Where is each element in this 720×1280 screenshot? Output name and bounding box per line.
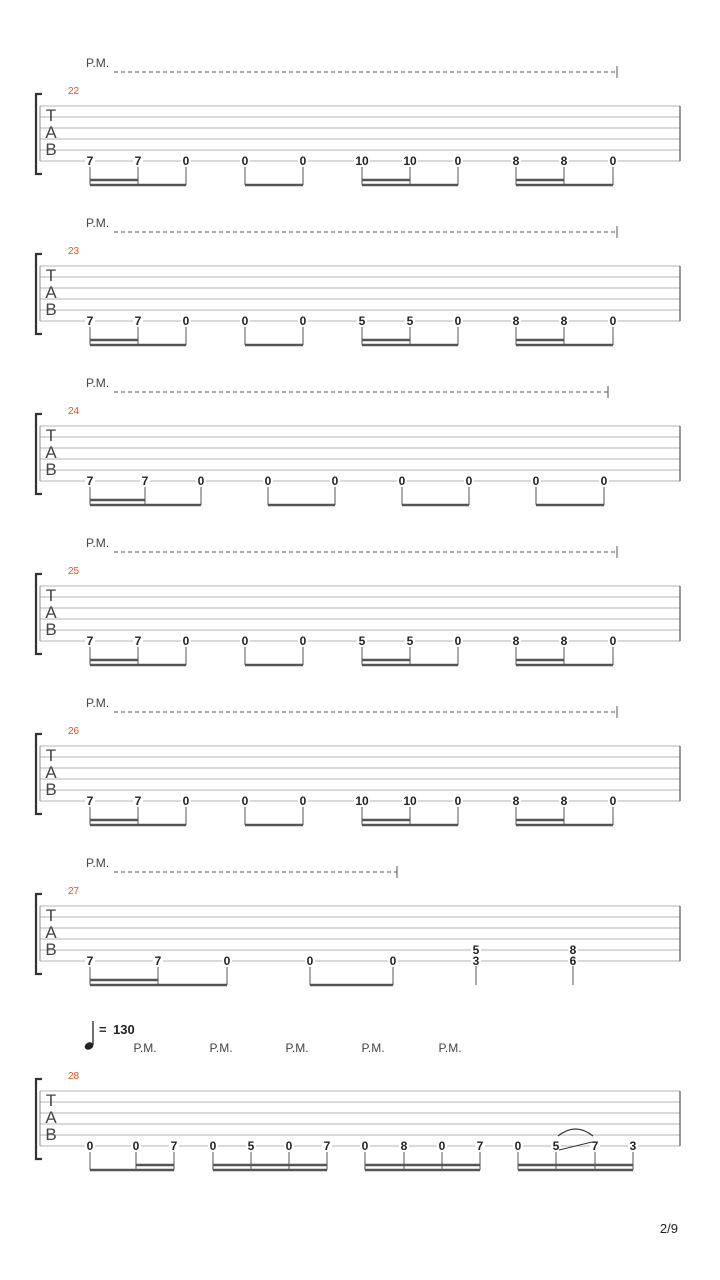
- fret-number: 10: [355, 794, 369, 808]
- fret-number: 0: [454, 634, 462, 648]
- fret-number: 0: [299, 794, 307, 808]
- system-bar-22: [36, 56, 680, 185]
- fret-number: 0: [438, 1139, 446, 1153]
- fret-number: 0: [241, 634, 249, 648]
- tempo-equals: =: [99, 1022, 107, 1037]
- fret-number: 7: [86, 314, 94, 328]
- bar-number: 26: [68, 726, 80, 737]
- fret-number: 8: [512, 314, 520, 328]
- fret-number: 8: [560, 314, 568, 328]
- fret-number: 7: [134, 154, 142, 168]
- fret-number: 0: [209, 1139, 217, 1153]
- fret-number: 7: [86, 474, 94, 488]
- fret-number: 7: [134, 314, 142, 328]
- fret-number: 7: [591, 1139, 599, 1153]
- fret-number: 7: [476, 1139, 484, 1153]
- tab-letter-b: B: [45, 460, 57, 479]
- fret-number: 5: [358, 634, 366, 648]
- fret-number: 0: [331, 474, 339, 488]
- fret-number: 0: [609, 634, 617, 648]
- fret-number: 0: [389, 954, 397, 968]
- fret-number: 7: [154, 954, 162, 968]
- fret-number: 0: [454, 314, 462, 328]
- fret-number: 0: [454, 154, 462, 168]
- tab-letter-a: A: [45, 1108, 57, 1127]
- system-bar-27: [36, 856, 680, 985]
- fret-number: 0: [600, 474, 608, 488]
- palm-mute-label: P.M.: [86, 536, 110, 550]
- palm-mute-label: P.M.: [86, 216, 110, 230]
- fret-number: 0: [299, 634, 307, 648]
- tab-letter-t: T: [45, 106, 57, 125]
- fret-number: 0: [197, 474, 205, 488]
- tab-letter-t: T: [45, 1091, 57, 1110]
- system-bar-25: [36, 536, 680, 665]
- fret-number: 8: [512, 154, 520, 168]
- fret-number: 8: [560, 154, 568, 168]
- fret-number: 0: [182, 634, 190, 648]
- fret-number: 3: [472, 954, 480, 968]
- tempo-bpm: 130: [113, 1022, 135, 1037]
- bar-number: 24: [68, 406, 80, 417]
- fret-number: 10: [355, 154, 369, 168]
- fret-number: 7: [86, 634, 94, 648]
- fret-number: 0: [398, 474, 406, 488]
- fret-number: 0: [241, 154, 249, 168]
- fret-number: 5: [358, 314, 366, 328]
- fret-number: 0: [299, 314, 307, 328]
- system-bar-23: [36, 216, 680, 345]
- tab-letter-a: A: [45, 123, 57, 142]
- fret-number: 8: [560, 634, 568, 648]
- fret-number: 7: [170, 1139, 178, 1153]
- page-number: 2/9: [659, 1221, 678, 1236]
- fret-number: 0: [223, 954, 231, 968]
- fret-number: 0: [306, 954, 314, 968]
- fret-number: 8: [569, 943, 577, 957]
- fret-number: 0: [264, 474, 272, 488]
- fret-number: 7: [141, 474, 149, 488]
- fret-number: 0: [609, 314, 617, 328]
- fret-number: 7: [86, 154, 94, 168]
- tab-letter-t: T: [45, 266, 57, 285]
- tab-letter-a: A: [45, 283, 57, 302]
- tab-letter-b: B: [45, 1125, 57, 1144]
- tab-letter-b: B: [45, 300, 57, 319]
- tab-letter-b: B: [45, 620, 57, 639]
- palm-mute-label: P.M.: [86, 56, 110, 70]
- tab-letter-t: T: [45, 746, 57, 765]
- fret-number: 0: [285, 1139, 293, 1153]
- bar-number: 25: [68, 566, 80, 577]
- tab-letter-b: B: [45, 940, 57, 959]
- bar-number: 22: [68, 86, 80, 97]
- palm-mute-label: P.M.: [285, 1041, 309, 1055]
- fret-number: 7: [86, 794, 94, 808]
- fret-number: 8: [512, 634, 520, 648]
- tab-letter-t: T: [45, 906, 57, 925]
- palm-mute-label: P.M.: [361, 1041, 385, 1055]
- fret-number: 0: [361, 1139, 369, 1153]
- fret-number: 0: [182, 154, 190, 168]
- system-bar-24: [36, 376, 680, 505]
- palm-mute-label: P.M.: [86, 856, 110, 870]
- fret-number: 8: [400, 1139, 408, 1153]
- tab-letter-t: T: [45, 586, 57, 605]
- fret-number: 0: [532, 474, 540, 488]
- tab-letter-b: B: [45, 140, 57, 159]
- bar-number: 28: [68, 1071, 80, 1082]
- palm-mute-label: P.M.: [133, 1041, 157, 1055]
- tab-letter-b: B: [45, 780, 57, 799]
- system-bar-28: [36, 1021, 680, 1170]
- fret-number: 7: [134, 794, 142, 808]
- fret-number: 0: [609, 794, 617, 808]
- palm-mute-label: P.M.: [86, 376, 110, 390]
- bar-number: 23: [68, 246, 80, 257]
- fret-number: 0: [465, 474, 473, 488]
- tab-letter-a: A: [45, 443, 57, 462]
- fret-number: 0: [454, 794, 462, 808]
- tab-letter-t: T: [45, 426, 57, 445]
- palm-mute-label: P.M.: [86, 696, 110, 710]
- fret-number: 0: [514, 1139, 522, 1153]
- fret-number: 10: [403, 154, 417, 168]
- fret-number: 0: [182, 794, 190, 808]
- tab-letter-a: A: [45, 763, 57, 782]
- fret-number: 5: [406, 314, 414, 328]
- tempo-marking: [83, 1021, 134, 1051]
- system-bar-26: [36, 696, 680, 825]
- fret-number: 8: [560, 794, 568, 808]
- fret-number: 10: [403, 794, 417, 808]
- fret-number: 7: [134, 634, 142, 648]
- fret-number: 3: [629, 1139, 637, 1153]
- fret-number: 5: [247, 1139, 255, 1153]
- fret-number: 0: [299, 154, 307, 168]
- fret-number: 0: [241, 314, 249, 328]
- palm-mute-label: P.M.: [438, 1041, 462, 1055]
- fret-number: 5: [406, 634, 414, 648]
- fret-number: 0: [241, 794, 249, 808]
- fret-number: 5: [472, 943, 480, 957]
- fret-number: 0: [86, 1139, 94, 1153]
- palm-mute-label: P.M.: [209, 1041, 233, 1055]
- fret-number: 0: [132, 1139, 140, 1153]
- fret-number: 7: [323, 1139, 331, 1153]
- tab-letter-a: A: [45, 923, 57, 942]
- fret-number: 8: [512, 794, 520, 808]
- fret-number: 0: [182, 314, 190, 328]
- bar-number: 27: [68, 886, 80, 897]
- fret-number: 5: [552, 1139, 560, 1153]
- fret-number: 6: [569, 954, 577, 968]
- tab-letter-a: A: [45, 603, 57, 622]
- fret-number: 7: [86, 954, 94, 968]
- fret-number: 0: [609, 154, 617, 168]
